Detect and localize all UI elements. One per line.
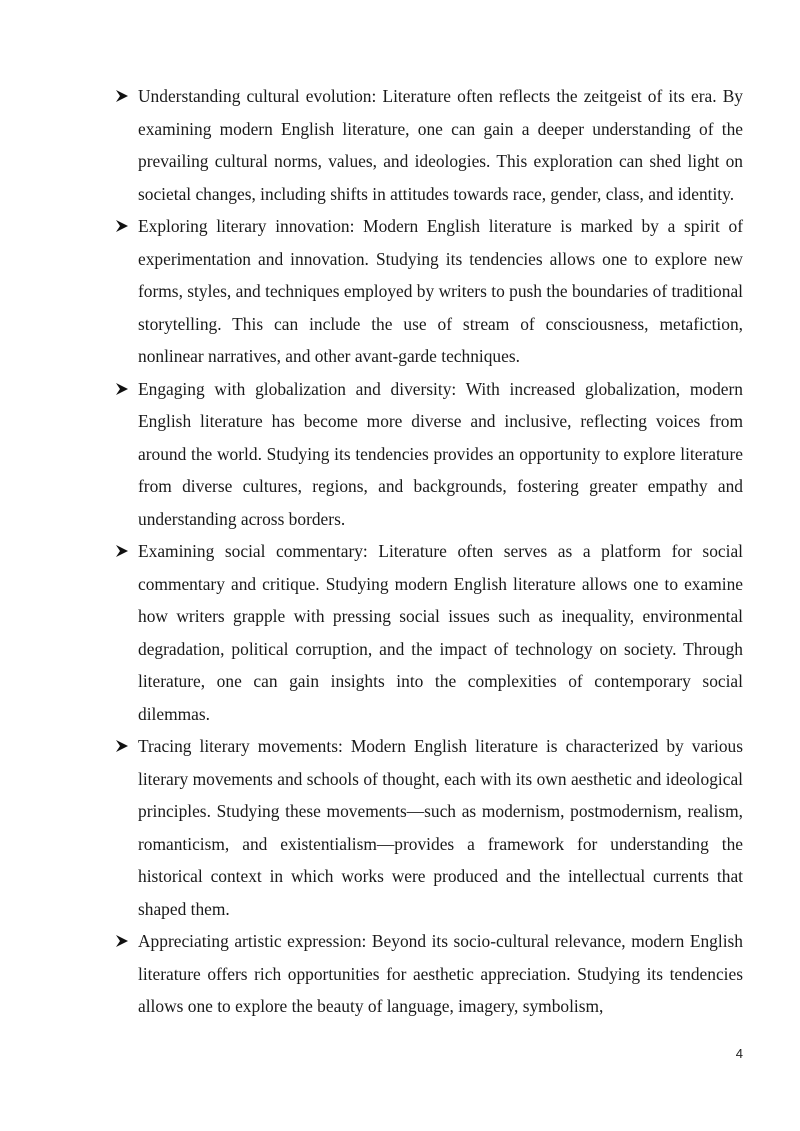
arrowhead-bullet-icon: [115, 925, 131, 958]
page-number: 4: [735, 1046, 743, 1061]
list-item: [115, 535, 743, 730]
bullet-text: Exploring literary innovation: Modern English literature is marked by a spirit of experimentation and innovation. Studying its tendencies allows one to explore new forms, styles, and techniques employed by writers to push the boundaries of traditional storytelling. This can include the use of stream of consciousness, metafiction, nonlinear narratives, and other avant-garde techniques.: [138, 216, 743, 366]
bullet-text: Appreciating artistic expression: Beyond its socio-cultural relevance, modern English literature offers rich opportunities for aesthetic appreciation. Studying its tendencies allows one to explore the beauty of language, imagery, symbolism,: [138, 931, 743, 1016]
arrowhead-bullet-icon: [115, 373, 131, 406]
list-item: [115, 80, 743, 210]
arrowhead-bullet-icon: [115, 210, 131, 243]
bullet-text: Understanding cultural evolution: Literature often reflects the zeitgeist of its era. By examining modern English literature, one can gain a deeper understanding of the prevailing cultural norms, values, and ideologies. This exploration can shed light on societal changes, including shifts in attitudes towards race, gender, class, and identity.: [138, 86, 743, 204]
arrowhead-bullet-icon: [115, 80, 131, 113]
list-item: [115, 210, 743, 373]
list-item: [115, 730, 743, 925]
arrowhead-bullet-icon: [115, 535, 131, 568]
list-item: [115, 373, 743, 536]
arrowhead-bullet-icon: [115, 730, 131, 763]
bullet-text: Tracing literary movements: Modern English literature is characterized by various literary movements and schools of thought, each with its own aesthetic and ideological principles. Studying these movements—such as modernism, postmodernism, realism, romanticism, and existentialism—provides a framework for understanding the historical context in which works were produced and the intellectual currents that shaped them.: [138, 736, 743, 919]
bullet-list: [115, 80, 743, 1023]
list-item: [115, 925, 743, 1023]
bullet-text: Examining social commentary: Literature often serves as a platform for social commentary and critique. Studying modern English literature allows one to examine how writers grapple with pressing social issues such as inequality, environmental degradation, political corruption, and the impact of technology on society. Through literature, one can gain insights into the complexities of contemporary social dilemmas.: [138, 541, 743, 724]
bullet-text: Engaging with globalization and diversity: With increased globalization, modern English literature has become more diverse and inclusive, reflecting voices from around the world. Studying its tendencies provides an opportunity to explore literature from diverse cultures, regions, and backgrounds, fostering greater empathy and understanding across borders.: [138, 378, 743, 529]
